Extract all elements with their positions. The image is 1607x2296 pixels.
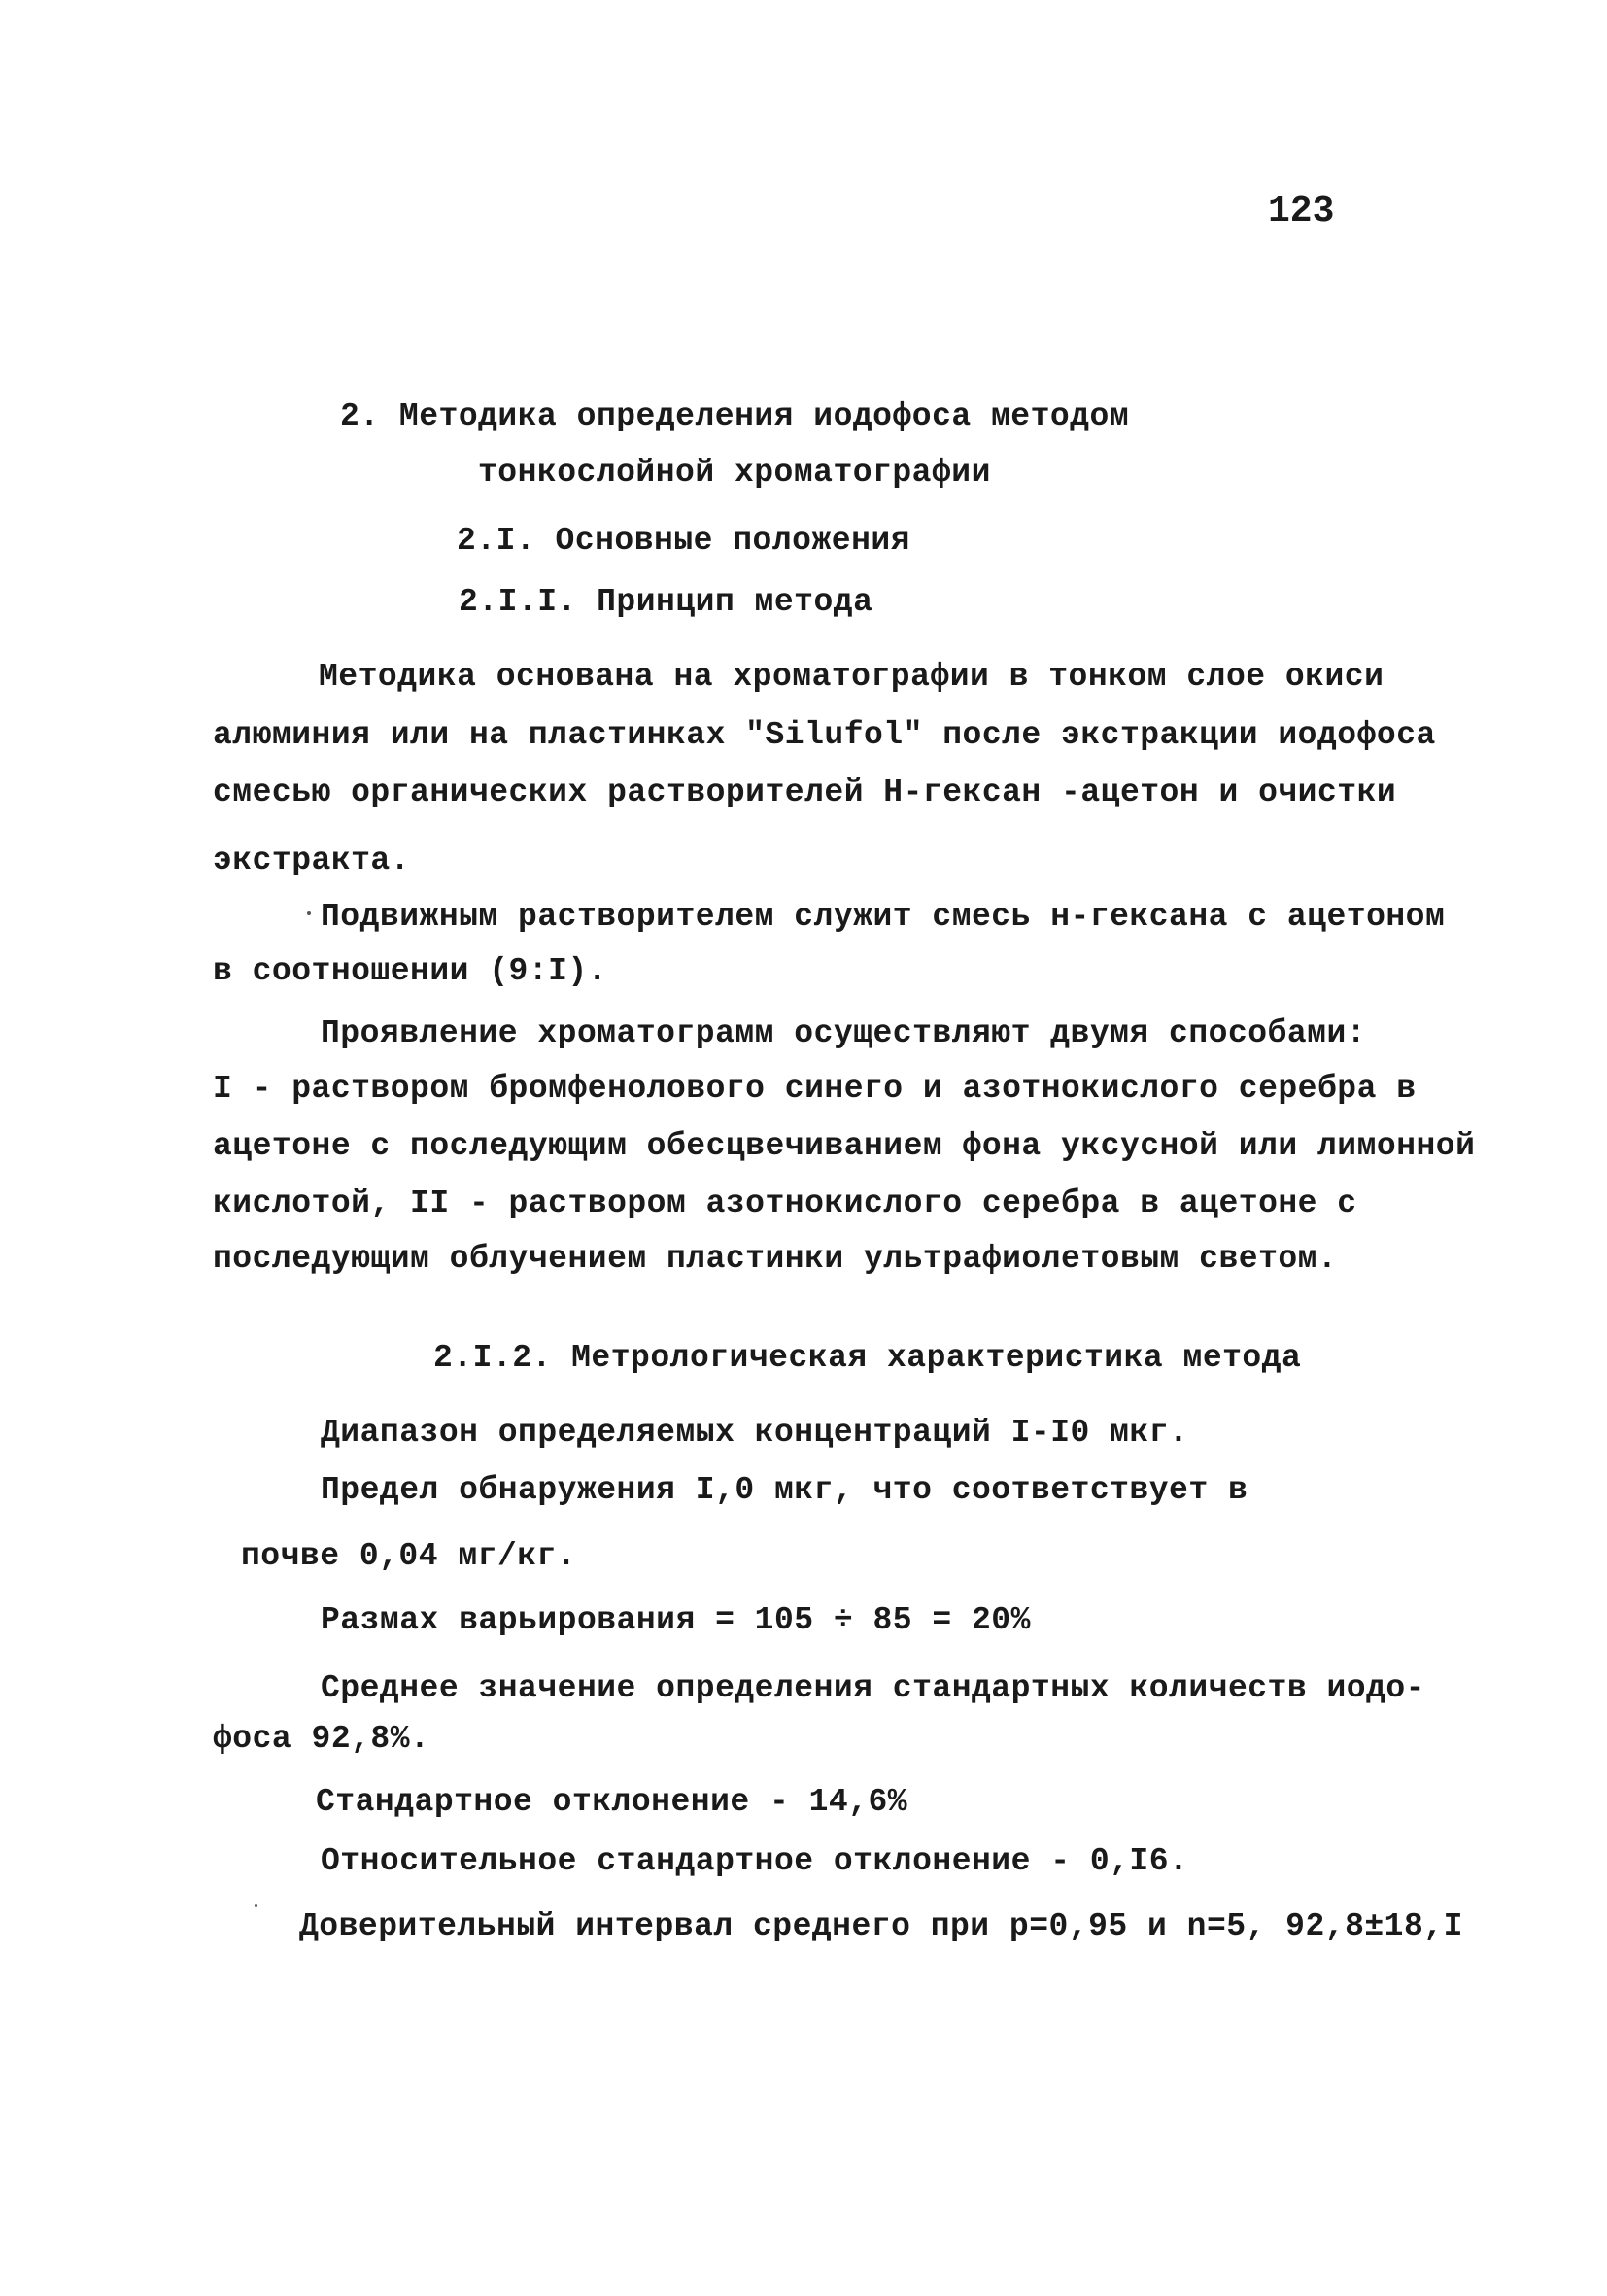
development-line-5: последующим облучением пластинки ультрафиолетовым светом. bbox=[213, 1241, 1338, 1277]
principle-line-2: алюминия или на пластинках "Silufol" после экстракции иодофоса bbox=[213, 717, 1436, 753]
metrology-line-3: почве 0,04 мг/кг. bbox=[241, 1538, 577, 1574]
page-number: 123 bbox=[1268, 190, 1335, 232]
metrology-line-2: Предел обнаружения I,0 мкг, что соответствует в bbox=[321, 1472, 1248, 1508]
development-line-2: I - раствором бромфенолового синего и азотнокислого серебра в bbox=[213, 1071, 1417, 1107]
development-line-3: ацетоне с последующим обесцвечиванием фона уксусной или лимонной bbox=[213, 1128, 1476, 1164]
development-line-4: кислотой, II - раствором азотнокислого серебра в ацетоне с bbox=[213, 1185, 1357, 1221]
subsection-title: 2.I. Основные положения bbox=[457, 523, 910, 559]
metrology-heading: 2.I.2. Метрологическая характеристика метода bbox=[433, 1340, 1302, 1376]
metrology-line-6: фоса 92,8%. bbox=[213, 1721, 430, 1757]
metrology-line-9: Доверительный интервал среднего при p=0,95 и n=5, 92,8±18,I bbox=[299, 1908, 1463, 1944]
metrology-line-1: Диапазон определяемых концентраций I-I0 мкг. bbox=[321, 1415, 1189, 1451]
metrology-line-4: Размах варьирования = 105 ÷ 85 = 20% bbox=[321, 1602, 1031, 1638]
solvent-line-2: в соотношении (9:I). bbox=[213, 953, 608, 989]
principle-line-3: смесью органических растворителей Н-гексан -ацетон и очистки bbox=[213, 774, 1397, 810]
solvent-line-1: Подвижным растворителем служит смесь н-гексана с ацетоном bbox=[321, 899, 1446, 935]
section-title-line-1: 2. Методика определения иодофоса методом bbox=[340, 398, 1130, 434]
principle-line-1: Методика основана на хроматографии в тонком слое окиси bbox=[319, 659, 1385, 695]
development-line-1: Проявление хроматограмм осуществляют двумя способами: bbox=[321, 1015, 1367, 1051]
scan-speck bbox=[307, 911, 311, 915]
principle-line-4: экстракта. bbox=[213, 842, 411, 878]
metrology-line-5: Среднее значение определения стандартных количеств иодо- bbox=[321, 1670, 1425, 1706]
metrology-line-7: Стандартное отклонение - 14,6% bbox=[316, 1784, 908, 1820]
scan-speck bbox=[255, 1904, 257, 1907]
subsubsection-title: 2.I.I. Принцип метода bbox=[459, 584, 873, 620]
metrology-line-8: Относительное стандартное отклонение - 0,I6. bbox=[321, 1843, 1189, 1879]
section-title-line-2: тонкослойной хроматографии bbox=[478, 455, 991, 491]
